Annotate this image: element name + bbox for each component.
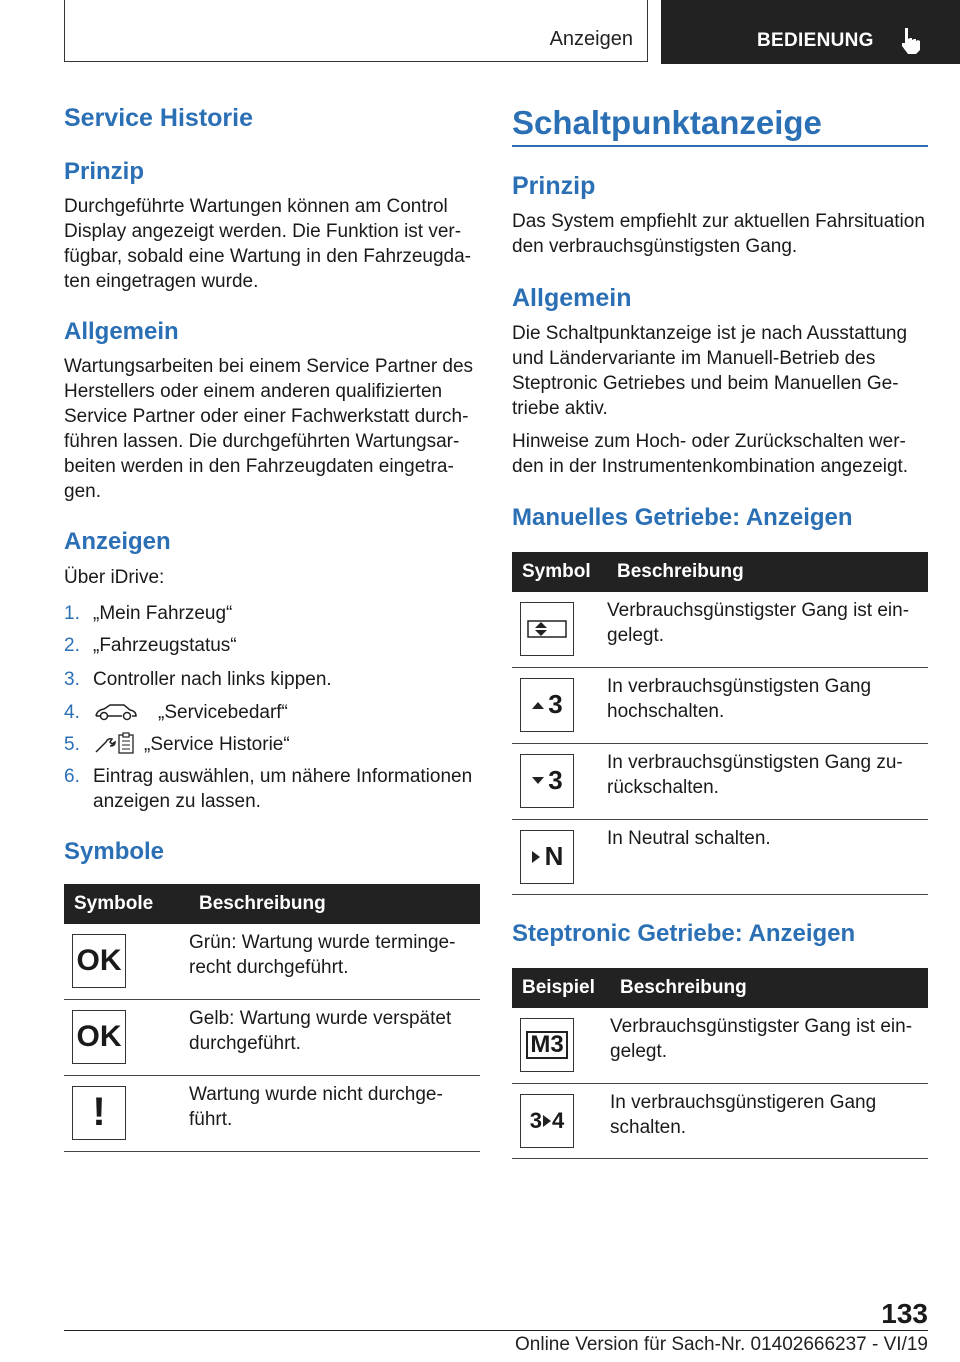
header-section-badge	[661, 0, 960, 64]
table-row: 3 4 In verbrauchsgünstigeren Gang schalten.	[512, 1083, 928, 1158]
steptronic-table	[512, 968, 928, 1159]
heading-manuell: Manuelles Getriebe: Anzeigen	[512, 504, 853, 531]
table-header: Beschreibung	[189, 884, 480, 924]
table-row: 3 In verbrauchsgünstigsten Gang hochschalten.	[512, 667, 928, 743]
heading-anzeigen: Anzeigen	[64, 528, 171, 555]
neutral-icon: N	[520, 830, 574, 884]
exclamation-icon: !	[72, 1086, 126, 1140]
manuell-table	[512, 552, 928, 895]
table-row: M3 Verbrauchsgünstigster Gang ist ein- gelegt.	[512, 1008, 928, 1083]
table-header: Beschreibung	[607, 552, 928, 592]
m3-gear-icon: M3	[520, 1018, 574, 1072]
pointing-hand-icon	[898, 26, 924, 56]
car-icon	[94, 702, 138, 722]
section-title-schaltpunktanzeige: Schaltpunktanzeige	[512, 104, 822, 141]
header-tab-label: Anzeigen	[549, 28, 633, 50]
heading-symbole: Symbole	[64, 838, 165, 865]
ok-green-icon: OK	[72, 934, 126, 988]
table-row: 3 In verbrauchsgünstigsten Gang zu- rückschalten.	[512, 743, 928, 819]
symbole-table	[64, 884, 480, 1152]
table-row: Verbrauchsgünstigster Gang ist ein- gelegt.	[512, 592, 928, 667]
footer-divider	[64, 1330, 928, 1331]
section-title-service-historie: Service Historie	[64, 104, 253, 132]
heading-allgemein-right: Allgemein	[512, 284, 632, 312]
table-row: OK Gelb: Wartung wurde verspätet durchgeführt.	[64, 999, 480, 1075]
downshift-icon: 3	[520, 754, 574, 808]
table-header: Symbole	[64, 884, 189, 924]
heading-steptronic: Steptronic Getriebe: Anzeigen	[512, 920, 856, 947]
heading-prinzip-right: Prinzip	[512, 172, 596, 200]
clipboard-icon	[118, 732, 134, 754]
table-header: Symbol	[512, 552, 607, 592]
gear-engaged-icon	[520, 602, 574, 656]
footer-online-version: Online Version für Sach-Nr. 01402666237 - VI/19	[515, 1334, 928, 1355]
paragraph-hinweise: Hinweise zum Hoch- oder Zurückschalten wer- den in der Instrumentenkombination angezeigt.	[512, 431, 909, 477]
header-tab-box	[64, 0, 648, 62]
paragraph-allgemein: Wartungsarbeiten bei einem Service Partner des Herstellers oder einem anderen qualifizierten Service Partner oder einer Fachwerkstatt durch- führen lassen. Die durchgeführten Wartungsar- beiten werden in den Fahrzeugdaten eingetra- gen.	[64, 356, 474, 502]
heading-prinzip: Prinzip	[64, 158, 145, 185]
paragraph-prinzip: Durchgeführte Wartungen können am Control Display angezeigt werden. Die Funktion ist ver- fügbar, sobald eine Wartung in den Fahrzeugda- ten eingetragen wurde.	[64, 196, 472, 292]
ok-yellow-icon: OK	[72, 1010, 126, 1064]
anzeigen-intro: Über iDrive:	[64, 567, 165, 588]
header-section-label: BEDIENUNG	[757, 30, 874, 51]
paragraph-prinzip-right: Das System empfiehlt zur aktuellen Fahrsituation den verbrauchsgünstigsten Gang.	[512, 211, 925, 257]
title-underline	[512, 145, 928, 147]
table-row: N In Neutral schalten.	[512, 819, 928, 894]
table-header: Beschreibung	[610, 968, 928, 1008]
table-row: ! Wartung wurde nicht durchge- führt.	[64, 1075, 480, 1151]
page-number: 133	[881, 1298, 928, 1329]
upshift-icon: 3	[520, 678, 574, 732]
heading-allgemein: Allgemein	[64, 318, 179, 345]
table-header: Beispiel	[512, 968, 610, 1008]
gear-change-icon: 3 4	[520, 1094, 574, 1148]
paragraph-allgemein-right: Die Schaltpunktanzeige ist je nach Ausstattung und Ländervariante im Manuell-Betrieb des Steptronic Getriebes und beim Manuellen Ge- triebe aktiv.	[512, 323, 908, 419]
table-row: OK Grün: Wartung wurde terminge- recht durchgeführt.	[64, 924, 480, 999]
wrench-icon	[94, 736, 116, 754]
